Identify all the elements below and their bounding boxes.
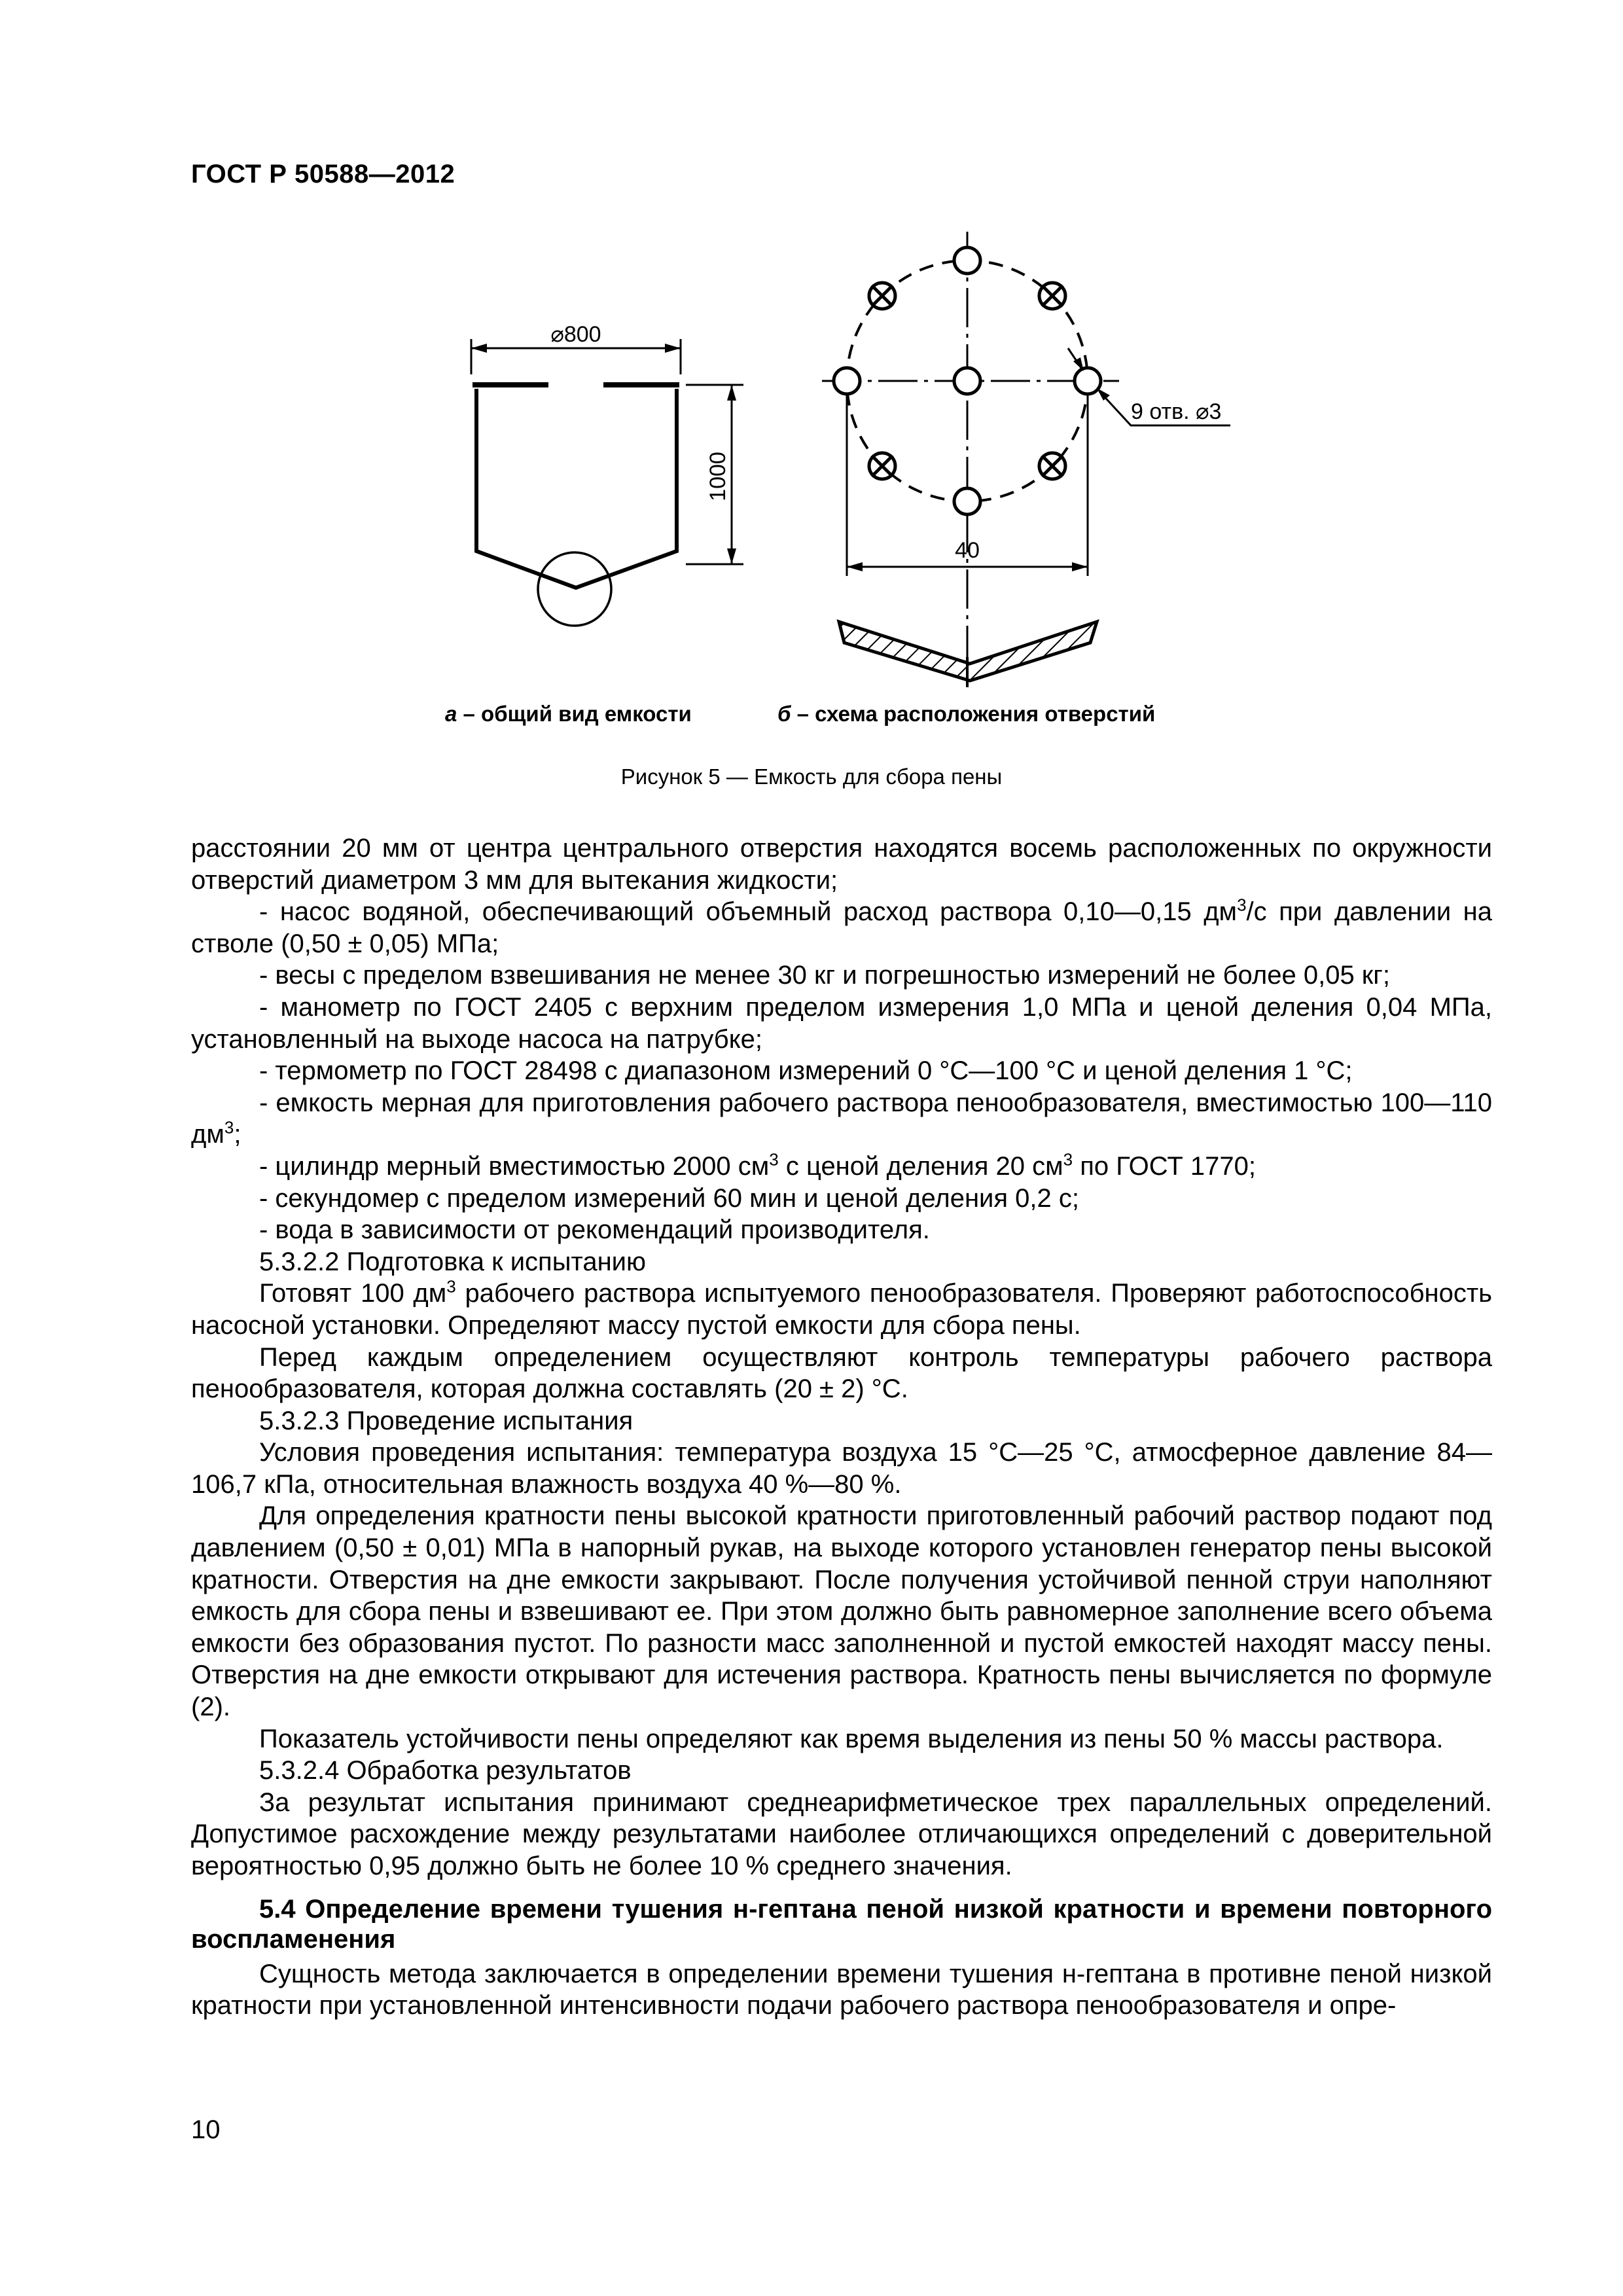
paragraph [191,1151,1492,1183]
text-run: 5.3.2.2 Подготовка к испытанию [259,1247,646,1276]
body-text [191,833,1492,2022]
page-number: 10 [191,2115,221,2144]
paragraph [191,1723,1492,1755]
superscript: 3 [446,1276,456,1297]
document-header: ГОСТ Р 50588—2012 [191,160,455,188]
figure-label-b-letter: б [777,702,791,726]
text-run: - манометр по ГОСТ 2405 с верхним пределом измерения 1,0 МПа и ценой деления 0,04 МПа, установленный на выходе насоса на патрубке; [191,992,1492,1054]
text-run: Перед каждым определением осуществляют контроль температуры рабочего раствора пенообразователя, которая должна составлять (20 ± 2) °С. [191,1342,1492,1404]
dimension-width: 40 [955,538,980,563]
paragraph [191,1787,1492,1882]
text-run: - емкость мерная для приготовления рабочего раствора пенообразователя, вместимостью 100—110 дм [191,1088,1492,1149]
superscript: 3 [1237,895,1247,915]
text-run: расстоянии 20 мм от центра центрального отверстия находятся восемь расположенных по окружности отверстий диаметром 3 мм для вытекания жидкости; [191,834,1492,895]
superscript: 3 [769,1149,779,1170]
dimension-height: 1000 [705,452,730,501]
paragraph [191,1055,1492,1087]
paragraph [191,1342,1492,1405]
figure-5 [0,0,1623,838]
hole-layout-scheme [822,232,1230,687]
figure-label-a [445,702,692,726]
text-run: За результат испытания принимают среднеарифметическое трех параллельных определений. Допустимое расхождение между результатами наиболее отличающихся определений с доверительной вероятностью 0,95 должно быть не более 10 % среднего значения. [191,1787,1492,1880]
paragraph [191,992,1492,1055]
text-run: 5.3.2.3 Проведение испытания [259,1406,633,1435]
text-run: ; [234,1120,241,1149]
figure-label-a-letter: а [445,702,457,726]
paragraph [191,1500,1492,1723]
paragraph [191,1755,1492,1787]
container-general-view [471,322,743,626]
paragraph [191,1437,1492,1500]
text-run: Готовят 100 дм [259,1279,447,1308]
figure-caption: Рисунок 5 — Емкость для сбора пены [620,764,1003,789]
paragraph [191,1405,1492,1437]
figure-label-b [777,702,1155,726]
paragraph [191,1183,1492,1215]
text-run: - цилиндр мерный вместимостью 2000 см [259,1151,770,1181]
holes-label: 9 отв. ⌀3 [1131,399,1222,424]
text-run: с ценой деления 20 см [778,1151,1063,1181]
paragraph [191,1278,1492,1341]
paragraph [191,833,1492,896]
text-run: - насос водяной, обеспечивающий объемный расход раствора 0,10—0,15 дм [259,897,1238,927]
dimension-diameter: ⌀800 [550,322,601,347]
paragraph [191,1087,1492,1151]
text-run: Условия проведения испытания: температура воздуха 15 °С—25 °С, атмосферное давление 84—106,7 кПа, относительная влажность воздуха 40 %—80 %. [191,1438,1492,1499]
text-run: по ГОСТ 1770; [1073,1151,1256,1181]
paragraph [191,960,1492,992]
figure-label-a-text: – общий вид емкости [457,702,692,726]
superscript: 3 [224,1118,234,1138]
text-run: 5.4 Определение времени тушения н-гептана пеной низкой кратности и времени повторного воспламенения [191,1894,1492,1954]
superscript: 3 [1063,1149,1073,1170]
text-run: - термометр по ГОСТ 28498 с диапазоном измерений 0 °С—100 °С и ценой деления 1 °С; [259,1056,1353,1086]
text-run: 5.3.2.4 Обработка результатов [259,1756,632,1785]
text-run: - вода в зависимости от рекомендаций производителя. [259,1215,930,1245]
text-run: Для определения кратности пены высокой кратности приготовленный рабочий раствор подают под давлением (0,50 ± 0,01) МПа в напорный рукав, на выходе которого установлен генератор пены высокой кратности. Отверстия на дне емкости закрывают. После получения устойчивой пенной струи наполняют емкость для сбора пены и взвешивают ее. При этом должно быть равномерное заполнение всего объема емкости без образования пустот. По разности масс заполненной и пустой емкостей находят массу пены. Отверстия на дне емкости открывают для истечения раствора. Кратность пены вычисляется по формуле (2). [191,1501,1492,1722]
text-run: - весы с пределом взвешивания не менее 30 кг и погрешностью измерений не более 0,05 кг; [259,961,1391,990]
paragraph [191,1214,1492,1246]
text-run: Показатель устойчивости пены определяют как время выделения из пены 50 % массы раствора. [259,1724,1444,1753]
section-heading [191,1894,1492,1954]
paragraph [191,1958,1492,2022]
text-run: Сущность метода заключается в определении времени тушения н-гептана в противне пеной низкой кратности при установленной интенсивности подачи рабочего раствора пенообразователя и опре- [191,1959,1492,2020]
paragraph [191,1246,1492,1278]
figure-label-b-text: – схема расположения отверстий [791,702,1156,726]
paragraph [191,896,1492,960]
text-run: рабочего раствора испытуемого пенообразователя. Проверяют работоспособность насосной установки. Определяют массу пустой емкости для сбора пены. [191,1279,1492,1340]
text-run: /с при давлении на стволе (0,50 ± 0,05) МПа; [191,897,1493,958]
text-run: - секундомер с пределом измерений 60 мин и ценой деления 0,2 с; [259,1183,1080,1213]
